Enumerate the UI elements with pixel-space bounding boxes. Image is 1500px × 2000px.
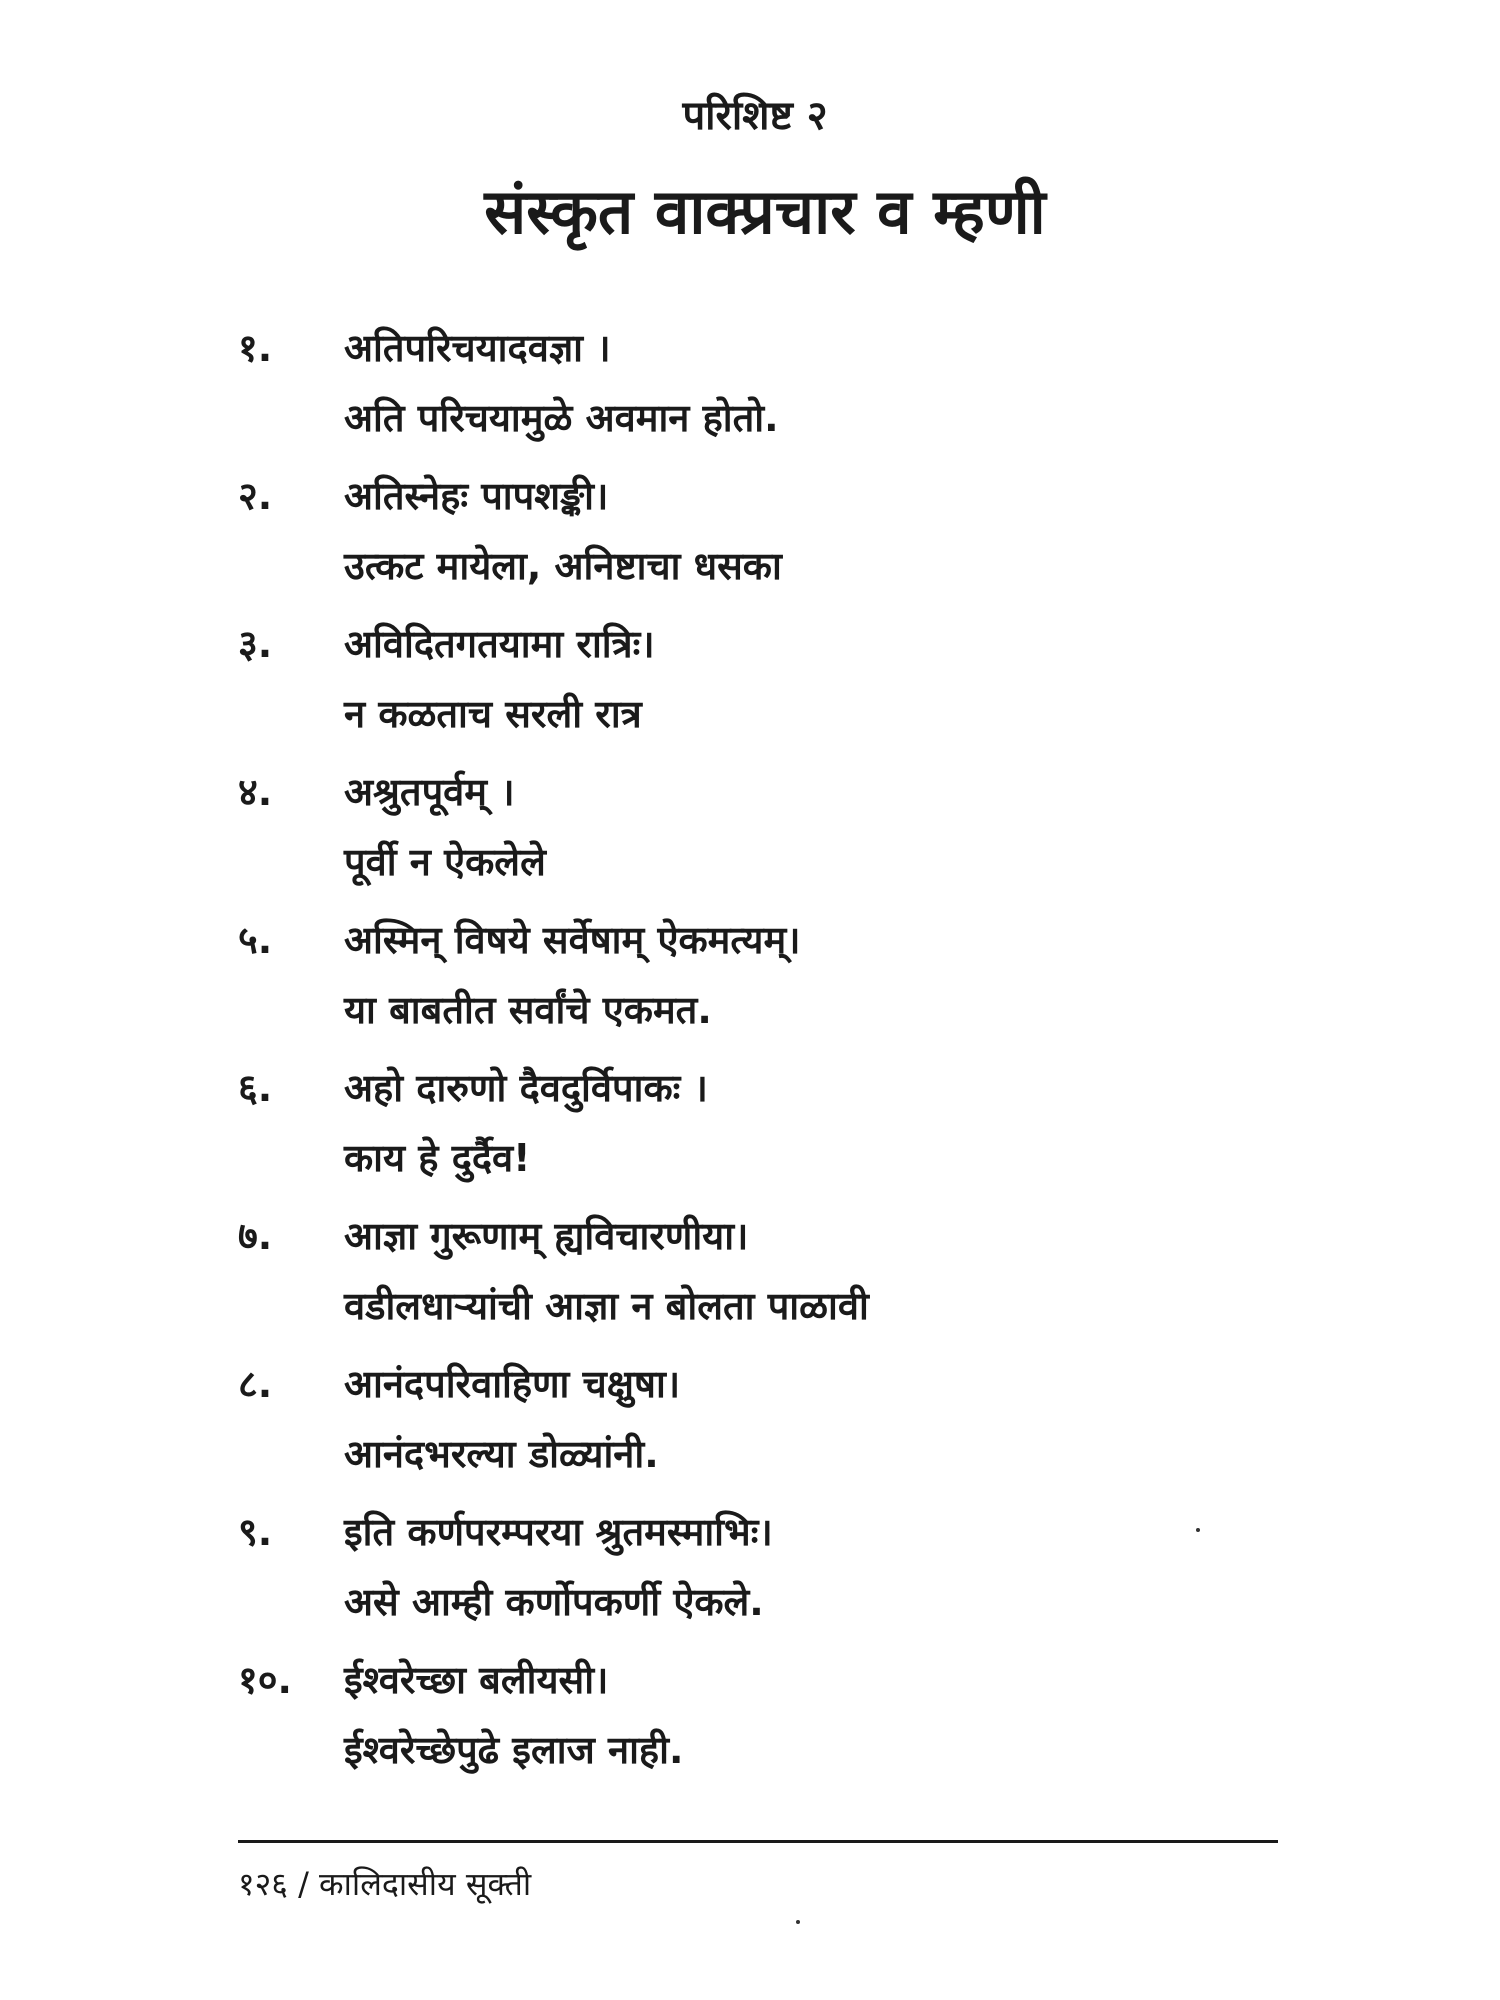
print-speck	[796, 1920, 800, 1924]
marathi-meaning: वडीलधाऱ्यांची आज्ञा न बोलता पाळावी	[344, 1284, 869, 1328]
entry-number: १.	[238, 326, 273, 370]
list-item	[238, 1210, 1388, 1358]
entry-number: ४.	[238, 770, 273, 814]
entry-number: ७.	[238, 1214, 273, 1258]
page-footer: १२६ / कालिदासीय सूक्ती	[238, 1865, 532, 1903]
footer-divider	[238, 1840, 1278, 1843]
sanskrit-phrase: अतिपरिचयादवज्ञा ।	[344, 326, 611, 370]
entry-number: ५.	[238, 918, 273, 962]
marathi-meaning: असे आम्ही कर्णोपकर्णी ऐकले.	[344, 1580, 764, 1624]
list-item	[238, 1506, 1388, 1654]
entry-number: ९.	[238, 1510, 273, 1554]
entry-number: ६.	[238, 1066, 273, 1110]
marathi-meaning: काय हे दुर्दैव!	[344, 1136, 531, 1180]
sanskrit-phrase: अस्मिन् विषये सर्वेषाम् ऐकमत्यम्।	[344, 918, 801, 962]
entry-number: ३.	[238, 622, 273, 666]
phrase-list	[238, 322, 1388, 1802]
sanskrit-phrase: अतिस्नेहः पापशङ्की।	[344, 474, 609, 518]
list-item	[238, 1062, 1388, 1210]
list-item	[238, 470, 1388, 618]
entry-number: ८.	[238, 1362, 273, 1406]
list-item	[238, 1358, 1388, 1506]
page-title: संस्कृत वाक्प्रचार व म्हणी	[484, 175, 1046, 248]
sanskrit-phrase: अश्रुतपूर्वम् ।	[344, 770, 515, 814]
marathi-meaning: आनंदभरल्या डोळ्यांनी.	[344, 1432, 659, 1476]
entry-number: १०.	[238, 1658, 292, 1702]
sanskrit-phrase: आज्ञा गुरूणाम् ह्यविचारणीया।	[344, 1214, 749, 1258]
marathi-meaning: न कळताच सरली रात्र	[344, 692, 642, 736]
list-item	[238, 766, 1388, 914]
sanskrit-phrase: इति कर्णपरम्परया श्रुतमस्माभिः।	[344, 1510, 773, 1554]
sanskrit-phrase: आनंदपरिवाहिणा चक्षुषा।	[344, 1362, 681, 1406]
sanskrit-phrase: अहो दारुणो दैवदुर्विपाकः ।	[344, 1066, 708, 1110]
list-item	[238, 914, 1388, 1062]
marathi-meaning: उत्कट मायेला, अनिष्टाचा धसका	[344, 544, 782, 588]
marathi-meaning: ईश्वरेच्छेपुढे इलाज नाही.	[344, 1728, 684, 1772]
marathi-meaning: अति परिचयामुळे अवमान होतो.	[344, 396, 779, 440]
sanskrit-phrase: ईश्वरेच्छा बलीयसी।	[344, 1658, 609, 1702]
entry-number: २.	[238, 474, 273, 518]
list-item	[238, 1654, 1388, 1802]
marathi-meaning: या बाबतीत सर्वांचे एकमत.	[344, 988, 712, 1032]
print-speck	[1196, 1528, 1200, 1532]
list-item	[238, 322, 1388, 470]
appendix-label: परिशिष्ट २	[682, 93, 828, 139]
marathi-meaning: पूर्वी न ऐकलेले	[344, 840, 546, 884]
list-item	[238, 618, 1388, 766]
sanskrit-phrase: अविदितगतयामा रात्रिः।	[344, 622, 655, 666]
